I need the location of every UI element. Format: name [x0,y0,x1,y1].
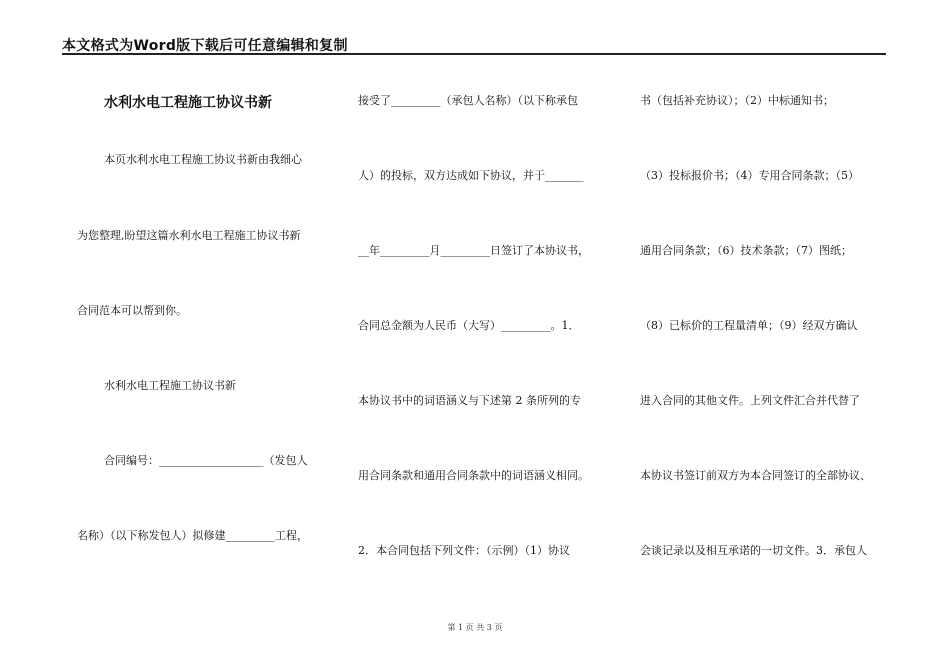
paragraph-line: 合同编号：___________________（发包人 [104,454,308,467]
paragraph-line: 水利水电工程施工协议书新 [104,379,236,392]
paragraph-line: 会谈记录以及相互承诺的一切文件。3．承包人 [640,544,867,557]
header-divider [62,53,886,55]
document-title: 水利水电工程施工协议书新 [104,95,272,111]
paragraph-line: 书（包括补充协议）；（2）中标通知书； [640,94,834,107]
paragraph-line: 本页水利水电工程施工协议书新由我细心 [104,153,302,166]
paragraph-line: （8）已标价的工程量清单；（9）经双方确认 [640,319,858,332]
paragraph-line: 2．本合同包括下列文件：（示例）（1）协议 [358,544,570,557]
paragraph-line: 用合同条款和通用合同条款中的词语涵义相同。 [358,469,589,482]
paragraph-line: 本协议书中的词语涵义与下述第 2 条所列的专 [358,394,581,407]
page-number: 第 1 页 共 3 页 [447,623,503,632]
paragraph-line: 进入合同的其他文件。上列文件汇合并代替了 [640,394,860,407]
paragraph-line: 人）的投标，双方达成如下协议，并于_______ [358,169,584,182]
document-header: 本文格式为Word版下载后可任意编辑和复制 [62,38,348,54]
paragraph-line: 为您整理,盼望这篇水利水电工程施工协议书新 [77,229,301,242]
paragraph-line: 本协议书签订前双方为本合同签订的全部协议、 [640,469,871,482]
paragraph-line: 接受了_________（承包人名称）（以下称承包 [358,94,578,107]
paragraph-line: （3）投标报价书；（4）专用合同条款；（5） [640,169,859,182]
paragraph-line: __年_________月_________日签订了本协议书， [358,244,589,257]
paragraph-line: 通用合同条款；（6）技术条款；（7）图纸； [640,244,852,257]
paragraph-line: 合同总金额为人民币（大写）_________。1． [358,319,580,332]
paragraph-line: 合同范本可以帮到你。 [77,304,187,317]
paragraph-line: 名称）（以下称发包人）拟修建_________工程， [77,529,308,542]
